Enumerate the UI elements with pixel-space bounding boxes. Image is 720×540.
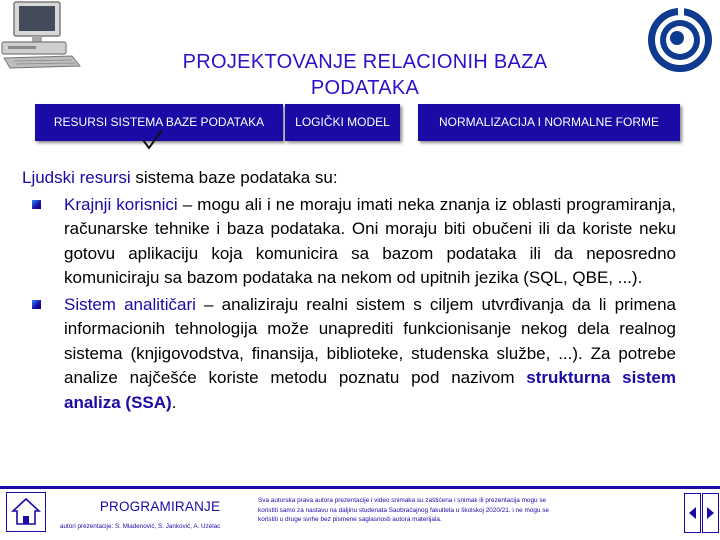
bullet-term: Sistem analitičari (64, 294, 196, 314)
footer-divider (0, 486, 720, 489)
page-title: PROJEKTOVANJE RELACIONIH BAZA PODATAKA (182, 51, 548, 99)
home-button[interactable] (6, 492, 46, 532)
tab-resursi-sistema[interactable]: RESURSI SISTEMA BAZE PODATAKA (35, 104, 283, 141)
bullet-term: Krajnji korisnici (64, 194, 178, 214)
arrow-left-icon (685, 494, 700, 532)
tab-logicki-model[interactable]: LOGIČKI MODEL (285, 104, 400, 141)
intro-text: sistema baze podataka su: (130, 168, 338, 187)
previous-slide-button[interactable] (684, 493, 701, 533)
checkmark-icon (140, 128, 164, 152)
bullet-square-icon (32, 300, 41, 309)
home-icon (7, 493, 45, 531)
computer-icon (0, 0, 86, 70)
tab-normalizacija[interactable]: NORMALIZACIJA I NORMALNE FORME (418, 104, 680, 141)
intro-line (22, 166, 676, 191)
main-content (22, 166, 676, 415)
bullet-text: – analiziraju realni sistem s ciljem utvrđivanja da li primena informacionih tehnologija može unaprediti funkcionisanje nekog dela realnog sistema (knjigovodstva, finansija, biblioteke, studenska službe, ...). Za potrebe analize najčešće koriste metodu poznatu pod nazivom (64, 294, 676, 387)
bullet-text: – mogu ali i ne moraju imati neka znanja iz oblasti programiranja, računarske tehnike i baza podataka. Oni moraju biti obučeni ili da koriste neku gotovu aplikaciju koja komunicira sa bazom podataka ili da neposredno komuniciraju sa bazom podataka na nekom od upitnih jezika (SQL, QBE, ...). (64, 194, 677, 287)
footer-copyright: Sva autorska prava autora prezentacije i video snimaka su zaštićena i snimak ili prezentacija mogu se koristiti samo za nastavu na daljinu studenata Saobraćajnog fakulteta u školskoj 2020/21. i ne mogu se koristiti u druge svrhe bez pismene saglasnosti autora materijala. (258, 497, 549, 523)
footer-brand: PROGRAMIRANJE (99, 499, 221, 514)
bullet-sistem-analiticari (22, 293, 676, 416)
intro-highlight: Ljudski resursi (22, 168, 131, 187)
bullet-krajnji-korisnici (22, 193, 676, 291)
bullet-square-icon (32, 200, 41, 209)
ssa-highlight: strukturna sistem analiza (SSA) (64, 368, 676, 412)
arrow-right-icon (703, 494, 718, 532)
bullet-end: . (171, 392, 177, 412)
faculty-logo (646, 6, 714, 74)
next-slide-button[interactable] (702, 493, 719, 533)
footer-authors: autori prezentacije: S. Mladenović, S. Janković, A. Uzelac (60, 523, 221, 530)
